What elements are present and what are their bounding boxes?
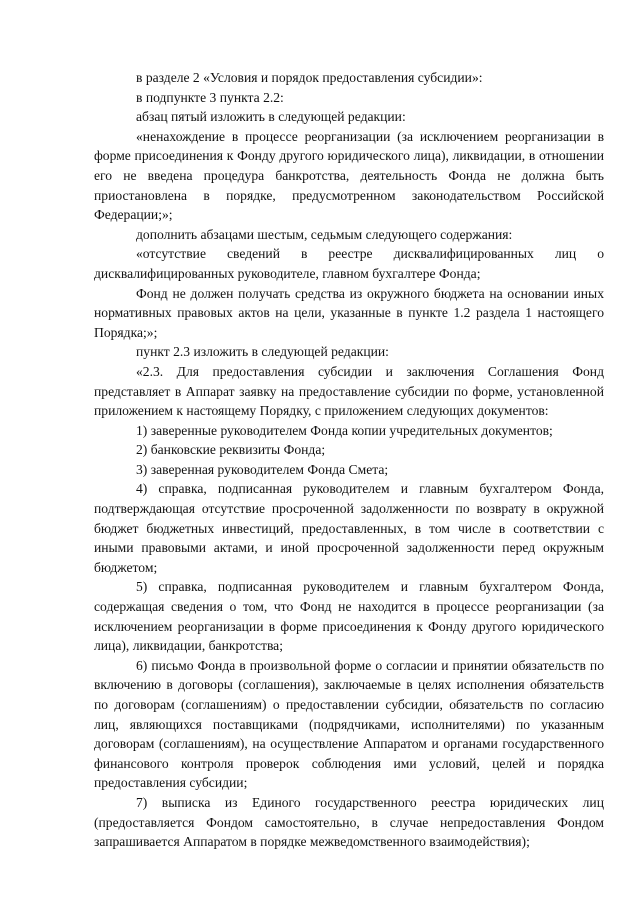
paragraph: «2.3. Для предоставления субсидии и заключения Соглашения Фонд представляет в Аппарат заявку на предоставление субсидии по форме, установленной приложением к настоящему Порядку, с приложением следующих документов: xyxy=(94,363,604,419)
paragraph: в разделе 2 «Условия и порядок предоставления субсидии»: xyxy=(136,70,483,85)
paragraph: «ненахождение в процессе реорганизации (за исключением реорганизации в форме присоединения к Фонду другого юридического лица), ликвидации, в отношении его не введена процедура банкротства, деятельность Фонда не должна быть приостановлена в порядке, предусмотренном законодательством Российской Федерации;»; xyxy=(94,128,604,223)
list-item: 4) справка, подписанная руководителем и главным бухгалтером Фонда, подтверждающая отсутствие просроченной задолженности по возврату в окружной бюджет бюджетных инвестиций, предоставленных, в том числе в соответствии с иными правовыми актами, и иной просроченной задолженности перед окружным бюджетом; xyxy=(94,481,604,575)
paragraph: Фонд не должен получать средства из окружного бюджета на основании иных нормативных правовых актов на цели, указанные в пункте 1.2 раздела 1 настоящего Порядка;»; xyxy=(94,285,604,340)
paragraph: «отсутствие сведений в реестре дисквалифицированных лиц о дисквалифицированных руководителе, главном бухгалтере Фонда; xyxy=(94,246,604,281)
paragraph: пункт 2.3 изложить в следующей редакции: xyxy=(136,344,389,360)
document-body xyxy=(94,68,604,852)
list-item: 7) выписка из Единого государственного реестра юридических лиц (предоставляется Фондом самостоятельно, в случае непредоставления Фондом запрашивается Аппаратом в порядке межведомственного взаимодействия); xyxy=(94,794,604,850)
paragraph: в подпункте 3 пункта 2.2: xyxy=(136,89,284,105)
paragraph: дополнить абзацами шестым, седьмым следующего содержания: xyxy=(136,226,513,242)
list-item: 1) заверенные руководителем Фонда копии учредительных документов; xyxy=(136,422,553,438)
paragraph: абзац пятый изложить в следующей редакции: xyxy=(136,109,406,125)
list-item: 6) письмо Фонда в произвольной форме о согласии и принятии обязательств по включению в договоры (соглашения), заключаемые в целях исполнения обязательств по договорам (соглашениям) о предоставлении субсидии, обязательств по согласию лиц, являющихся поставщиками (подрядчиками, исполнителями) по указанным договорам (соглашениям), на осуществление Аппаратом и органами государственного финансового контроля проверок соблюдения ими условий, целей и порядка предоставления субсидии; xyxy=(94,657,604,791)
list-item: 2) банковские реквизиты Фонда; xyxy=(136,442,326,458)
list-item: 3) заверенная руководителем Фонда Смета; xyxy=(136,461,389,477)
list-item: 5) справка, подписанная руководителем и главным бухгалтером Фонда, содержащая сведения о том, что Фонд не находится в процессе реорганизации (за исключением реорганизации в форме присоединения к Фонду другого юридического лица), ликвидации, банкротства; xyxy=(94,579,604,654)
